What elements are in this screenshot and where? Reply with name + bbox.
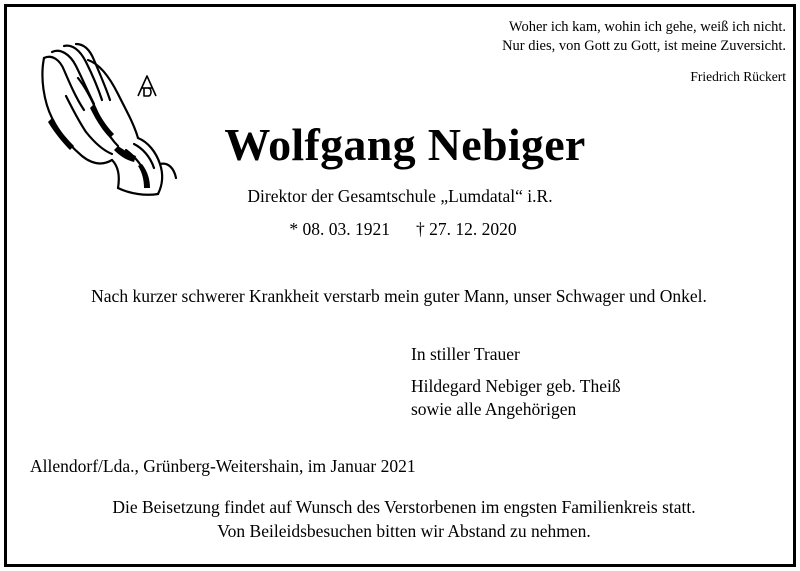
notice-line: Von Beileidsbesuchen bitten wir Abstand zu nehmen. [217,521,591,541]
mourners-block [411,343,621,421]
notice-line: Die Beisetzung findet auf Wunsch des Verstorbenen im engsten Familienkreis statt. [112,497,696,517]
death-date: † 27. 12. 2020 [416,219,517,239]
epigraph-author: Friedrich Rückert [690,69,786,84]
deceased-title: Direktor der Gesamtschule „Lumdatal“ i.R. [247,186,553,206]
place-and-date: Allendorf/Lda., Grünberg-Weitershain, im Januar 2021 [30,456,416,476]
death-announcement: Nach kurzer schwerer Krankheit verstarb mein guter Mann, unser Schwager und Onkel. [91,286,707,306]
mourning-heading: In stiller Trauer [411,344,520,364]
epigraph-line: Woher ich kam, wohin ich gehe, weiß ich nicht. [508,19,786,35]
mourner-name: Hildegard Nebiger geb. Theiß [411,376,621,396]
duerer-monogram-icon [136,74,158,98]
epigraph-line: Nur dies, von Gott zu Gott, ist meine Zuversicht. [502,38,786,54]
life-dates [0,219,800,240]
birth-date: * 08. 03. 1921 [289,219,390,239]
other-mourners: sowie alle Angehörigen [411,399,577,419]
deceased-name: Wolfgang Nebiger [224,119,586,170]
funeral-notice [0,495,800,543]
epigraph [386,18,786,86]
